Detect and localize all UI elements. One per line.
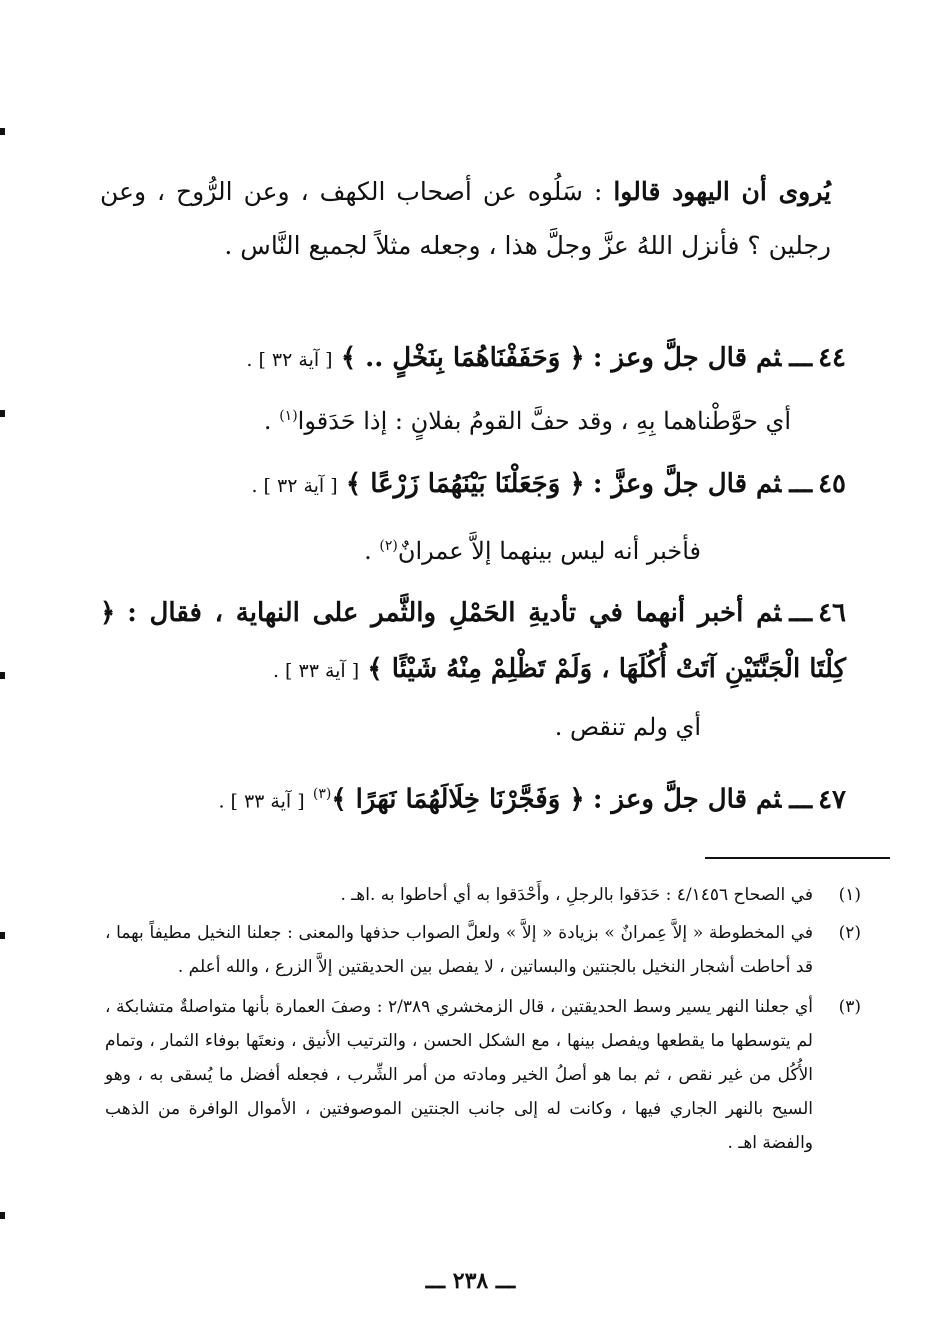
footnote-ref: (٣) (312, 786, 332, 802)
entry-45-line (100, 456, 846, 514)
entry-number: ٤٤ (818, 343, 846, 373)
footnote-item (105, 916, 861, 984)
entry-47-line (100, 766, 846, 830)
gloss-text: أي ولم تنقص . (554, 713, 701, 741)
entry-dash: ـــ (789, 784, 813, 815)
entry-lead: ثم قال جلَّ وعز : (592, 784, 782, 815)
entry-dash: ـــ (789, 598, 813, 628)
entry-46-gloss (100, 703, 701, 751)
intro-lead: يُروى أن اليهود قالوا (613, 177, 831, 206)
footnote-separator (705, 857, 890, 859)
footnote-text: أي جعلنا النهر يسير وسط الحديقتين ، قال الزمخشري ٢/٣٨٩ : وصفَ العمارة بأنها متواصلةٌ متشابكة ، لم يتوسطها ما يقطعها ويفصل بينها ، مع الشكل الحسن ، والترتيب الأنيق ، ونعتَها بوفاء الثمار ، وتمام الأُكُل من غير نقص ، ثم بما هو أصلُ الخير ومادته من أمر الشِّرب ، فجعله أفضل ما يُسقى به ، وهو السيح بالنهر الجاري فيها ، وكانت له إلى جانب الجنتين الموصوفتين ، الأموال الوافرة من الذهب والفضة اهـ . (105, 997, 813, 1153)
page-number: ـــ ٢٣٨ ـــ (425, 1268, 516, 1294)
margin-mark (0, 128, 5, 135)
quran-verse: ﴿ وَحَفَفْنَاهُمَا بِنَخْلٍ .. ﴾ (340, 343, 585, 373)
verse-reference: [ آية ٣٣ ] . (218, 790, 305, 813)
verse-reference: [ آية ٣٣ ] . (272, 660, 360, 682)
gloss-text: أي حوَّطْناهما بِهِ ، وقد حفَّ القومُ بفلانٍ : إذا حَدَقوا (297, 407, 791, 435)
margin-mark (0, 410, 5, 417)
entry-number: ٤٧ (818, 784, 846, 815)
quran-verse: ﴿ وَجَعَلْنَا بَيْنَهُمَا زَرْعًا ﴾ (345, 469, 585, 499)
entry-44-gloss (100, 392, 791, 445)
footnote-text: في المخطوطة « إلاَّ عِمرانٌ » بزيادة « إلاَّ » ولعلَّ الصواب حذفها والمعنى : جعلنا النخيل مطيفاً بهما ، قد أحاطت أشجار النخيل بالجنتين والبساتين ، لا يفصل بين الحديقتين إلاَّ الزرع ، والله أعلم . (105, 923, 813, 977)
footnote-item (105, 878, 861, 912)
entry-lead: ثم قال جلَّ وعزَّ : (592, 469, 782, 499)
margin-mark (0, 932, 5, 939)
entry-number: ٤٦ (818, 598, 847, 628)
entry-number: ٤٥ (818, 469, 846, 499)
entry-dash: ـــ (789, 469, 813, 499)
footnote-text: في الصحاح ٤/١٤٥٦ : حَدَقوا بالرجلِ ، وأَحْدَقوا به أي أحاطوا به .اهـ . (340, 885, 813, 905)
quran-verse: ﴿ كِلْتَا الْجَنَّتَيْنِ آتَتْ أُكُلَهَا ، وَلَمْ تَظْلِمْ مِنْهُ شَيْئًا ﴾ (100, 598, 846, 684)
entry-dash: ـــ (789, 343, 813, 373)
margin-mark (0, 672, 5, 679)
entry-46-line (100, 585, 846, 699)
gloss-end: . (364, 537, 380, 565)
gloss-end: . (263, 407, 280, 435)
footnotes (105, 878, 861, 1160)
entry-45-gloss (100, 522, 701, 575)
footnote-number: (٢) (838, 923, 861, 943)
footnote-ref: (٢) (379, 538, 398, 554)
footnote-item (105, 990, 861, 1160)
footnote-number: (١) (838, 885, 861, 905)
footnote-ref: (١) (279, 408, 298, 424)
verse-reference: [ آية ٣٢ ] . (251, 475, 338, 497)
entry-lead: ثم أخبر أنهما في تأديةِ الحَمْلِ والثَّمر على النهاية ، فقال : (127, 598, 782, 628)
quran-verse: ﴿ وَفَجَّرْنَا خِلَالَهُمَا نَهَرًا ﴾ (331, 784, 585, 815)
footnote-number: (٣) (838, 997, 861, 1017)
gloss-text: فأخبر أنه ليس بينهما إلاَّ عمرانٌ (397, 537, 701, 565)
intro-paragraph (100, 165, 831, 273)
entry-44-line (100, 330, 846, 388)
margin-mark (0, 1212, 5, 1219)
entry-lead: ثم قال جلَّ وعز : (592, 343, 782, 373)
verse-reference: [ آية ٣٢ ] . (246, 349, 333, 371)
intro-text: : سَلُوه عن أصحاب الكهف ، وعن الرُّوح ، وعن رجلين ؟ فأنزل اللهُ عزَّ وجلَّ هذا ، وجعله مثلاً لجميع النَّاس . (100, 177, 831, 260)
